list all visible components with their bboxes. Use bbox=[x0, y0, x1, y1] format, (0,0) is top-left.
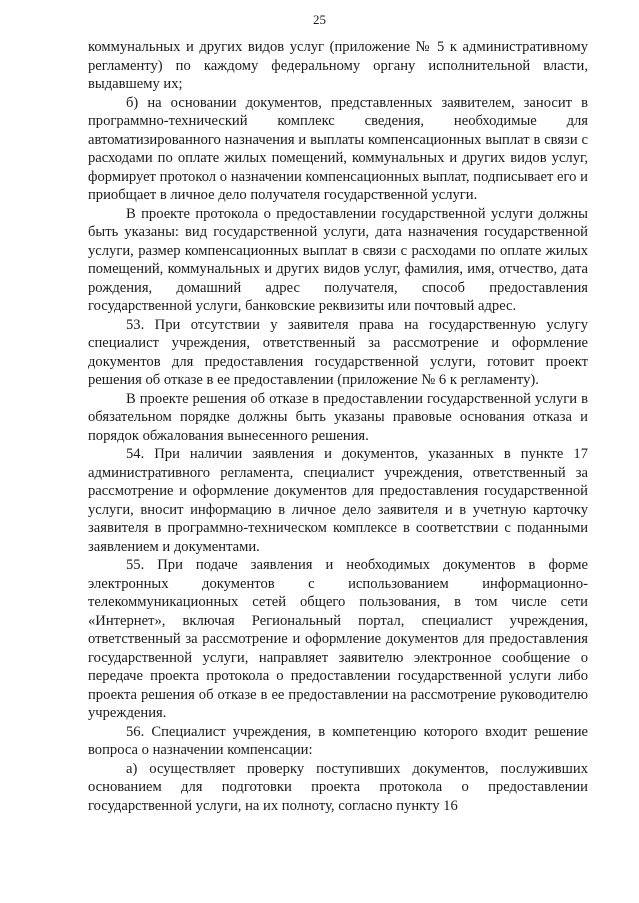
paragraph-56: 56. Специалист учреждения, в компетенцию которого входит решение вопроса о назначении компенсации: bbox=[88, 723, 588, 758]
paragraph-56-item-a: а) осуществляет проверку поступивших документов, послуживших основанием для подготовки проекта протокола о предоставлении государственной услуги, на их полноту, согласно пункту 16 bbox=[88, 760, 588, 814]
page-number: 25 bbox=[313, 12, 326, 27]
paragraph-continuation: коммунальных и других видов услуг (приложение № 5 к административному регламенту) по каждому федеральному органу исполнительной власти, выдавшему их; bbox=[88, 39, 588, 92]
paragraph-protocol-contents: В проекте протокола о предоставлении государственной услуги должны быть указаны: вид государственной услуги, дата назначения государственной услуги, размер компенсационных выплат в связи с расходами по оплате жилых помещений, коммунальных и других видов услуг, фамилия, имя, отчество, дата рождения, домашний адрес получателя, способ предоставления государственной услуги, банковские реквизиты или почтовый адрес. bbox=[88, 205, 588, 314]
document-body bbox=[88, 38, 588, 815]
paragraph-53: 53. При отсутствии у заявителя права на государственную услугу специалист учреждения, ответственный за рассмотрение и оформление документов для предоставления государственной услуги, готовит проект решения об отказе в ее предоставлении (приложение № 6 к регламенту). bbox=[88, 316, 588, 388]
paragraph-54: 54. При наличии заявления и документов, указанных в пункте 17 административного регламента, специалист учреждения, ответственный за рассмотрение и оформление документов для предоставления государственной услуги, вносит информацию в личное дело заявителя и в учетную карточку заявителя в программно-техническом комплексе в соответствии с поданными заявлением и документами. bbox=[88, 446, 588, 555]
paragraph-item-b: б) на основании документов, представленных заявителем, заносит в программно-технический комплекс сведения, необходимые для автоматизированного назначения и выплаты компенсационных выплат в связи с расходами по оплате жилых помещений, коммунальных и других видов услуг, формирует протокол о назначении компенсационных выплат, подписывает его и приобщает в личное дело получателя государственной услуги. bbox=[88, 94, 588, 203]
paragraph-55: 55. При подаче заявления и необходимых документов в форме электронных документов с использованием информационно-телекоммуникационных сетей общего пользования, в том числе сети «Интернет», включая Региональный портал, специалист учреждения, ответственный за рассмотрение и оформление документов для предоставления государственной услуги, направляет заявителю электронное сообщение о передаче проекта протокола о предоставлении государственной услуги либо проекта решения об отказе в ее предоставлении на рассмотрение руководителю учреждения. bbox=[88, 557, 588, 721]
paragraph-refusal-contents: В проекте решения об отказе в предоставлении государственной услуги в обязательном порядке должны быть указаны правовые основания отказа и порядок обжалования вынесенного решения. bbox=[88, 390, 588, 444]
